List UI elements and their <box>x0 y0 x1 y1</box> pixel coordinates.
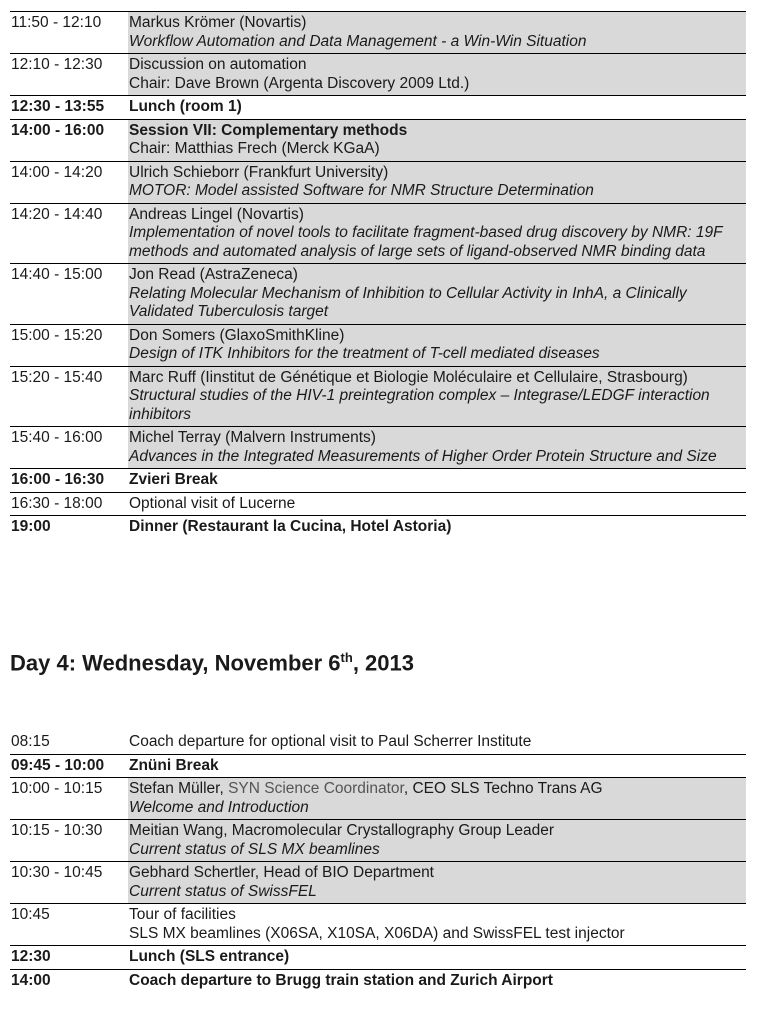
row-speaker: Markus Krömer (Novartis) <box>129 14 307 31</box>
row-title: Dinner (Restaurant la Cucina, Hotel Astoria) <box>129 518 452 535</box>
schedule-row <box>10 903 746 945</box>
row-time: 10:00 - 10:15 <box>11 780 103 797</box>
row-time: 16:30 - 18:00 <box>11 494 103 512</box>
row-talk-title: MOTOR: Model assisted Software for NMR Structure Determination <box>129 182 594 199</box>
row-talk-title: Welcome and Introduction <box>129 798 309 816</box>
row-talk-title: Workflow Automation and Data Management - a Win-Win Situation <box>129 32 587 50</box>
schedule-row <box>10 731 746 754</box>
row-time: 12:10 - 12:30 <box>11 56 103 73</box>
row-time: 12:30 - 13:55 <box>11 98 105 115</box>
schedule-row <box>10 203 746 264</box>
row-title: Discussion on automation <box>129 56 307 73</box>
row-chair: Chair: Dave Brown (Argenta Discovery 2009 Ltd.) <box>129 74 470 92</box>
row-time: 10:45 <box>11 906 50 923</box>
row-speaker: Jon Read (AstraZeneca) <box>129 266 298 283</box>
schedule-row <box>10 324 746 366</box>
schedule-row <box>10 969 746 993</box>
day4-schedule-table <box>10 731 746 992</box>
schedule-row <box>10 11 746 53</box>
row-chair: Chair: Matthias Frech (Merck KGaA) <box>129 140 380 157</box>
row-time: 12:30 <box>11 948 51 965</box>
row-talk-title: Current status of SwissFEL <box>129 882 317 900</box>
schedule-row <box>10 53 746 95</box>
row-speaker: Michel Terray (Malvern Instruments) <box>129 429 376 446</box>
row-time: 10:15 - 10:30 <box>11 822 103 839</box>
schedule-row <box>10 468 746 492</box>
row-speaker: Don Somers (GlaxoSmithKline) <box>129 326 345 344</box>
row-title: Tour of facilities <box>129 906 236 923</box>
row-title: Optional visit of Lucerne <box>129 494 296 512</box>
row-time: 15:40 - 16:00 <box>11 429 103 446</box>
row-time: 10:30 - 10:45 <box>11 864 103 881</box>
row-time: 14:40 - 15:00 <box>11 266 103 283</box>
row-time: 19:00 <box>11 518 51 535</box>
row-title: Zvieri Break <box>129 471 218 488</box>
schedule-row <box>10 263 746 324</box>
row-time: 15:20 - 15:40 <box>11 368 103 386</box>
schedule-row <box>10 426 746 468</box>
row-talk-title: Advances in the Integrated Measurements of Higher Order Protein Structure and Size <box>129 447 717 465</box>
row-title: Znüni Break <box>129 756 219 774</box>
schedule-row <box>10 492 746 516</box>
schedule-row <box>10 754 746 778</box>
row-speaker: Andreas Lingel (Novartis) <box>129 205 304 223</box>
day3-schedule-table <box>10 11 746 539</box>
row-time: 16:00 - 16:30 <box>11 471 105 488</box>
row-talk-title: Current status of SLS MX beamlines <box>129 840 380 858</box>
row-speaker: Ulrich Schieborr (Frankfurt University) <box>129 163 389 181</box>
schedule-row <box>10 945 746 969</box>
row-time: 14:20 - 14:40 <box>11 205 103 223</box>
day4-heading: Day 4: Wednesday, November 6th, 2013 <box>10 650 414 676</box>
row-talk-title: Implementation of novel tools to facilitate fragment-based drug discovery by NMR: 19F methods and automated analysis of large sets of ligand-observed NMR binding data <box>129 224 723 260</box>
schedule-row <box>10 366 746 427</box>
row-talk-title: Design of ITK Inhibitors for the treatment of T-cell mediated diseases <box>129 345 600 362</box>
row-title: Lunch (SLS entrance) <box>129 948 290 965</box>
row-time: 14:00 - 16:00 <box>11 121 105 139</box>
row-speaker: Stefan Müller, SYN Science Coordinator, CEO SLS Techno Trans AG <box>129 780 603 797</box>
row-speaker: Gebhard Schertler, Head of BIO Department <box>129 864 434 881</box>
row-talk-title: Relating Molecular Mechanism of Inhibition to Cellular Activity in InhA, a Clinically Validated Tuberculosis target <box>129 284 687 320</box>
row-detail: SLS MX beamlines (X06SA, X10SA, X06DA) and SwissFEL test injector <box>129 924 625 942</box>
row-speaker: Marc Ruff (Iinstitut de Génétique et Biologie Moléculaire et Cellulaire, Strasbourg) <box>129 368 688 386</box>
schedule-row <box>10 515 746 539</box>
row-time: 11:50 - 12:10 <box>11 14 102 31</box>
schedule-row <box>10 161 746 203</box>
row-time: 14:00 <box>11 971 51 989</box>
schedule-row <box>10 95 746 119</box>
row-time: 09:45 - 10:00 <box>11 756 105 774</box>
schedule-row <box>10 819 746 861</box>
row-title: Coach departure for optional visit to Paul Scherrer Institute <box>129 733 532 750</box>
row-time: 15:00 - 15:20 <box>11 326 103 344</box>
row-session-title: Session VII: Complementary methods <box>129 121 408 139</box>
row-title: Lunch (room 1) <box>129 98 242 115</box>
schedule-row <box>10 119 746 161</box>
row-talk-title: Structural studies of the HIV-1 preintegration complex – Integrase/LEDGF interaction inhibitors <box>129 387 710 423</box>
schedule-row <box>10 777 746 819</box>
schedule-row <box>10 861 746 903</box>
row-title: Coach departure to Brugg train station and Zurich Airport <box>129 971 553 989</box>
row-time: 08:15 <box>11 733 50 750</box>
row-time: 14:00 - 14:20 <box>11 163 103 181</box>
row-speaker: Meitian Wang, Macromolecular Crystallography Group Leader <box>129 822 555 839</box>
